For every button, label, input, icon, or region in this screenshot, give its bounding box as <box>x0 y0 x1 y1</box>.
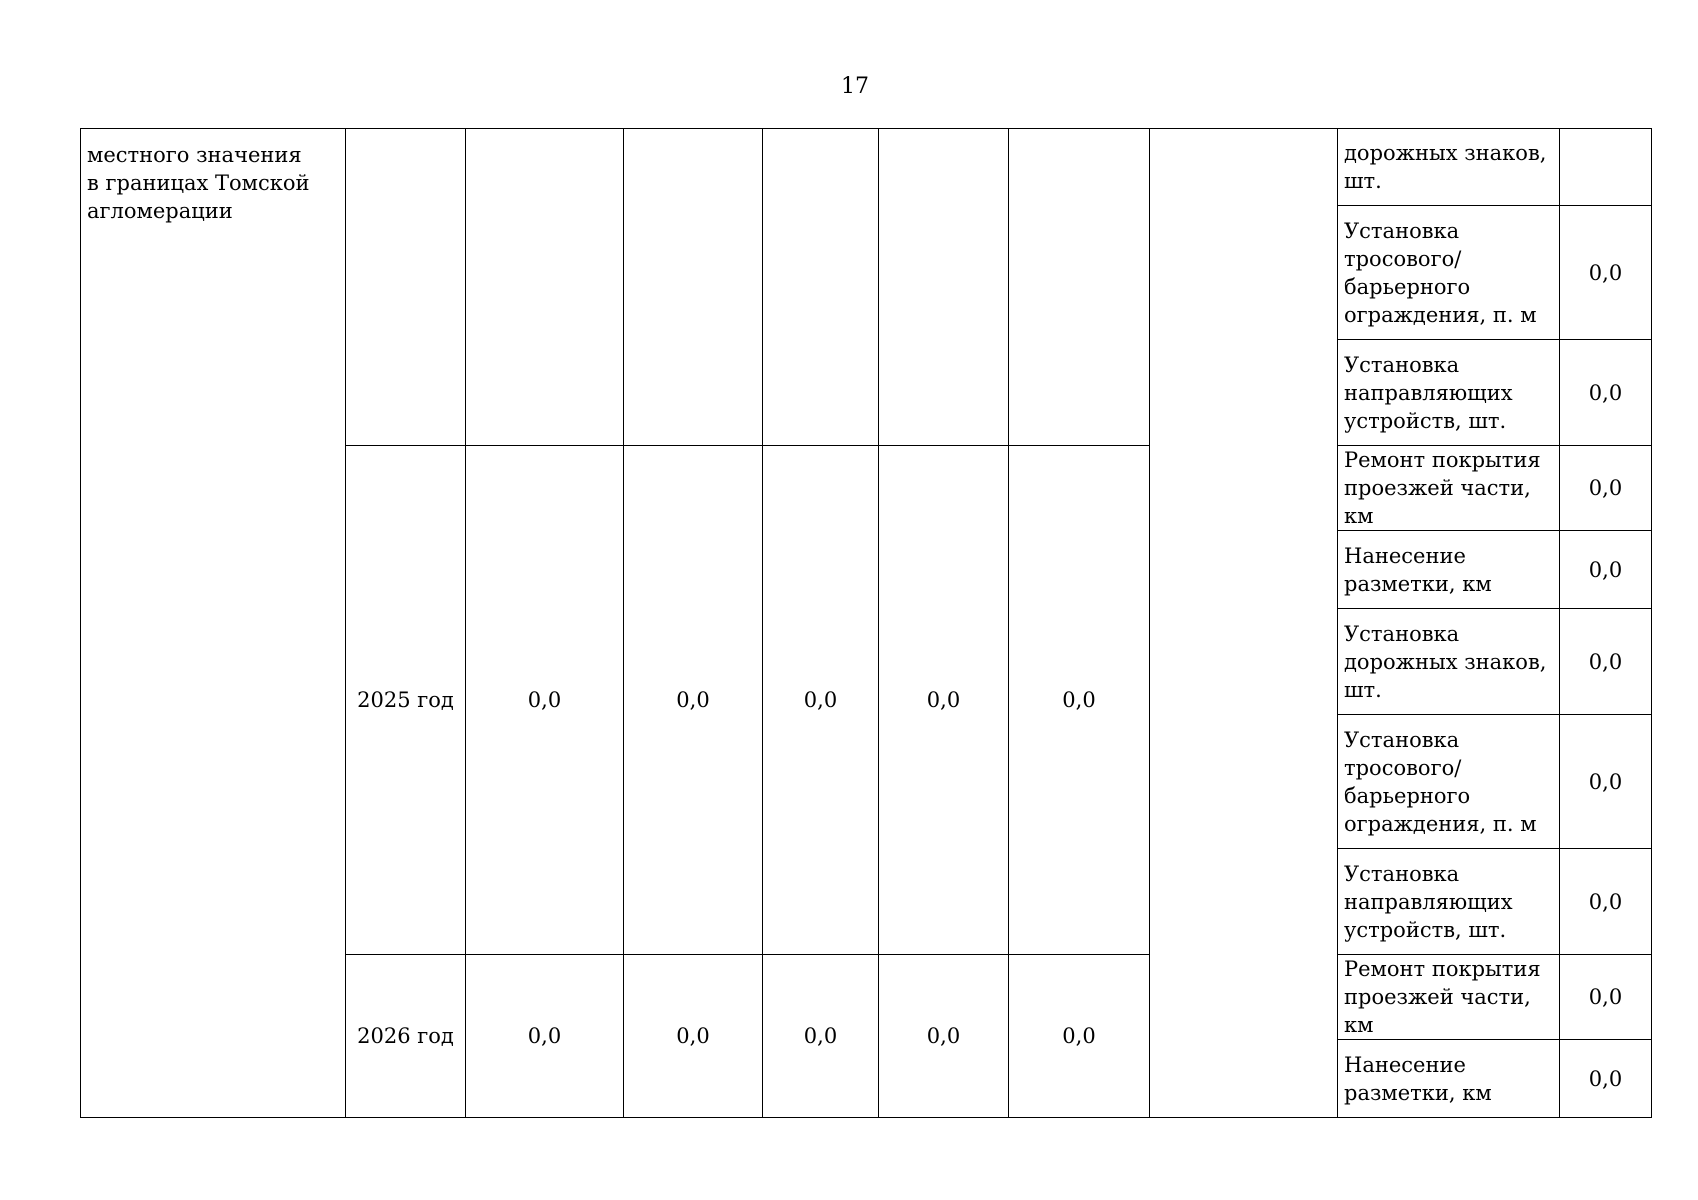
value-2025-3: 0,0 <box>763 446 879 955</box>
indicator-value: 0,0 <box>1560 340 1652 446</box>
indicator-value: 0,0 <box>1560 849 1652 955</box>
indicator-label: дорожных знаков, шт. <box>1338 129 1560 206</box>
year-cell-2026: 2026 год <box>346 955 466 1118</box>
value-cell-previous-5 <box>1009 129 1150 446</box>
indicator-label: Установка направляющих устройств, шт. <box>1338 849 1560 955</box>
value-cell-previous-2 <box>624 129 763 446</box>
indicator-label: Ремонт покрытия проезжей части, км <box>1338 446 1560 531</box>
value-2025-5: 0,0 <box>1009 446 1150 955</box>
indicator-label: Установка дорожных знаков, шт. <box>1338 609 1560 715</box>
indicator-label: Ремонт покрытия проезжей части, км <box>1338 955 1560 1040</box>
value-2026-1: 0,0 <box>466 955 624 1118</box>
object-name-text: местного значения в границах Томской агломерации <box>87 143 310 223</box>
value-2025-4: 0,0 <box>879 446 1009 955</box>
indicator-value: 0,0 <box>1560 531 1652 609</box>
indicator-label: Установка тросового/ барьерного ограждения, п. м <box>1338 206 1560 340</box>
value-2026-2: 0,0 <box>624 955 763 1118</box>
indicator-label: Установка направляющих устройств, шт. <box>1338 340 1560 446</box>
indicator-label: Нанесение разметки, км <box>1338 531 1560 609</box>
indicator-label: Нанесение разметки, км <box>1338 1040 1560 1118</box>
value-2025-2: 0,0 <box>624 446 763 955</box>
year-cell-previous <box>346 129 466 446</box>
value-2026-4: 0,0 <box>879 955 1009 1118</box>
indicator-value: 0,0 <box>1560 1040 1652 1118</box>
value-cell-previous-4 <box>879 129 1009 446</box>
value-cell-previous-1 <box>466 129 624 446</box>
indicator-value: 0,0 <box>1560 609 1652 715</box>
executor-cell <box>1150 129 1338 1118</box>
value-2026-3: 0,0 <box>763 955 879 1118</box>
value-2025-1: 0,0 <box>466 446 624 955</box>
indicator-value: 0,0 <box>1560 955 1652 1040</box>
program-table <box>80 128 1652 1118</box>
value-cell-previous-3 <box>763 129 879 446</box>
indicator-value: 0,0 <box>1560 715 1652 849</box>
page-number: 17 <box>841 74 869 99</box>
indicator-value: 0,0 <box>1560 206 1652 340</box>
indicator-label: Установка тросового/ барьерного ограждения, п. м <box>1338 715 1560 849</box>
object-name-cell <box>81 129 346 1118</box>
indicator-value: 0,0 <box>1560 446 1652 531</box>
year-cell-2025: 2025 год <box>346 446 466 955</box>
indicator-value <box>1560 129 1652 206</box>
value-2026-5: 0,0 <box>1009 955 1150 1118</box>
